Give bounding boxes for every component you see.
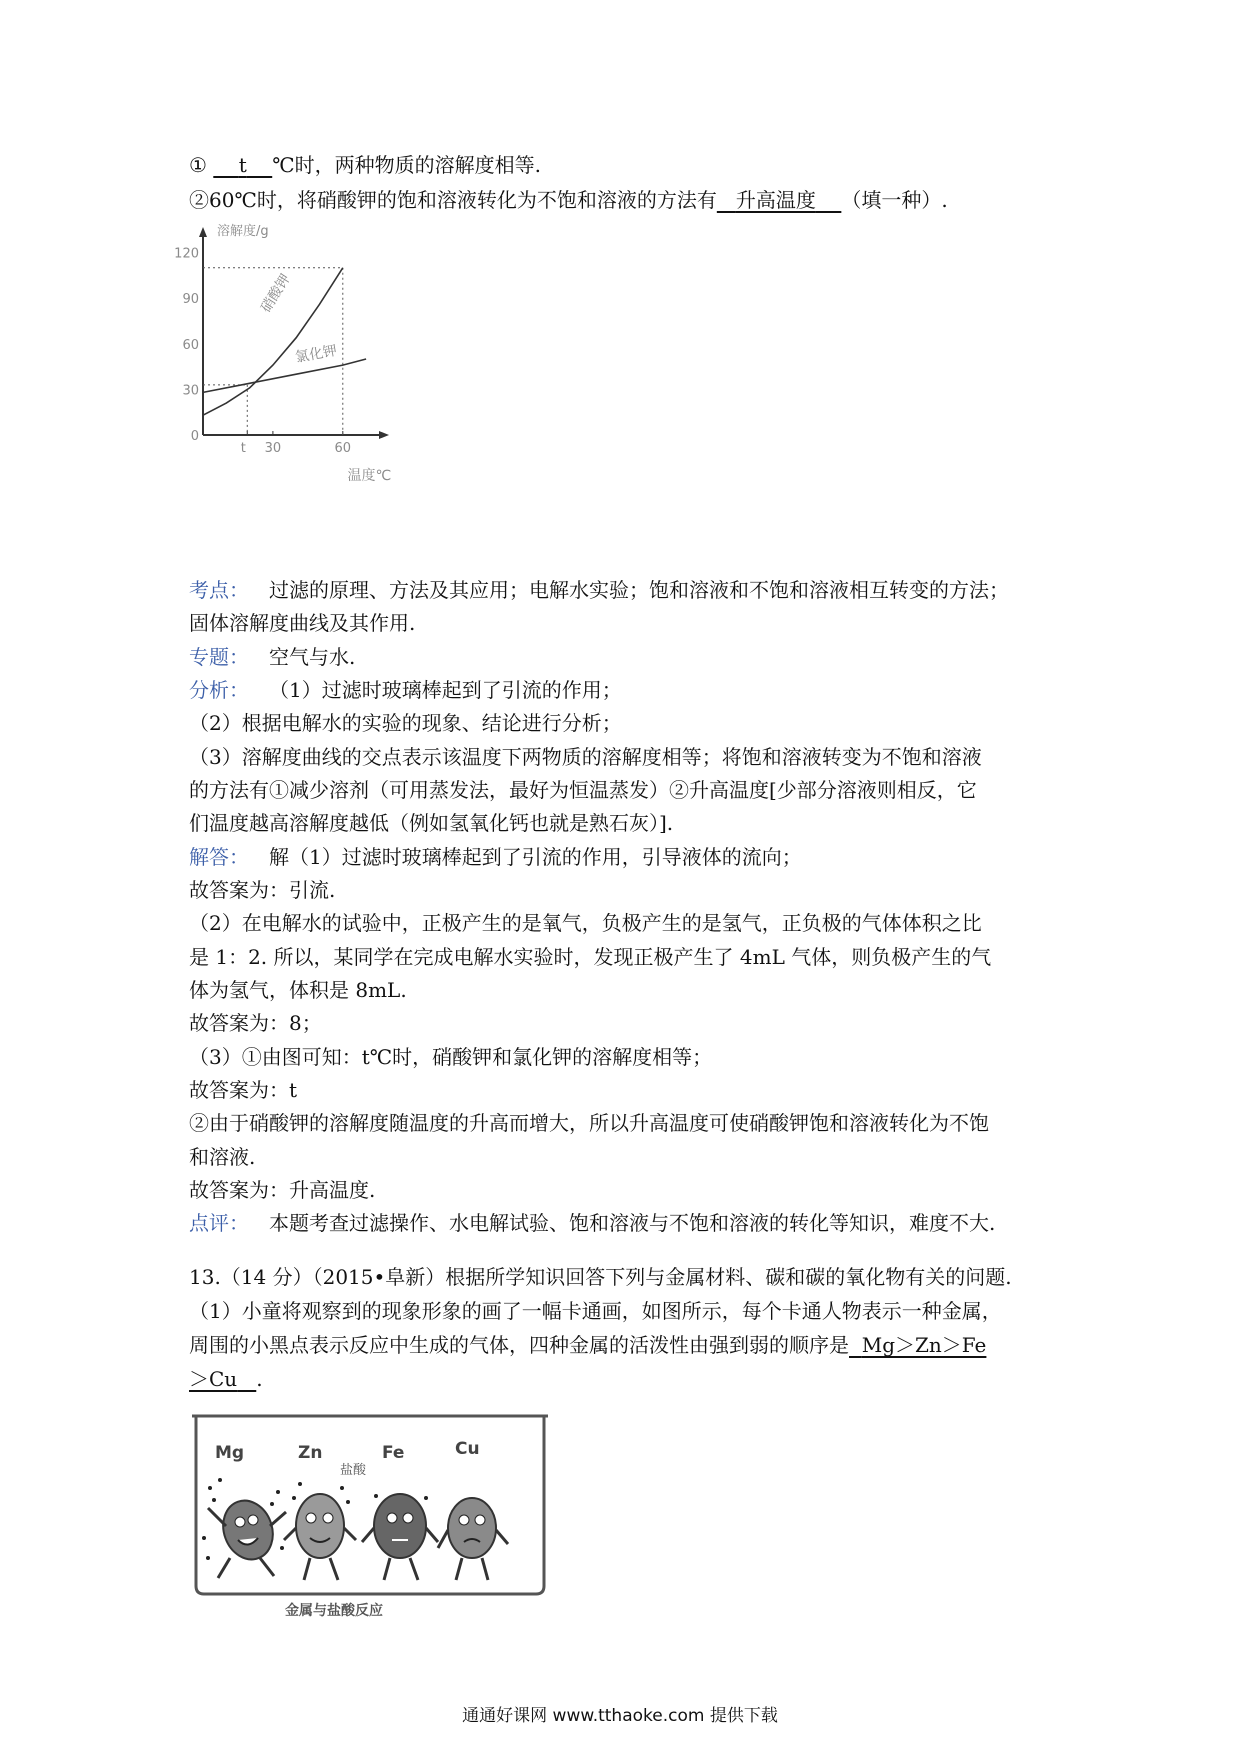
y-tick-label: 120 <box>174 246 199 262</box>
solubility-chart <box>174 224 435 525</box>
answer-blank: 升高温度 <box>735 188 816 212</box>
kaodian-row-2: 固体溶解度曲线及其作用. <box>189 611 416 635</box>
metal-label-cu: Cu <box>455 1439 480 1459</box>
metal-label-mg: Mg <box>215 1443 245 1463</box>
dianping-row: 点评： 本题考查过滤操作、水电解试验、饱和溶液与不饱和溶液的转化等知识，难度不大. <box>189 1208 995 1238</box>
fenxi-label: 分析： <box>189 678 249 702</box>
y-axis-label: 溶解度/g <box>217 224 269 239</box>
x-axis-label: 温度℃ <box>347 468 392 484</box>
kaodian-row: 考点： 过滤的原理、方法及其应用；电解水实验；饱和溶液和不饱和溶液相互转变的方法； <box>189 575 1009 605</box>
page-footer: 通通好课网 www.tthaoke.com 提供下载 <box>462 1706 778 1726</box>
zhuanti-label: 专题： <box>189 645 249 669</box>
fenxi-2: （2）根据电解水的实验的现象、结论进行分析； <box>189 711 622 735</box>
series-label-kcl: 氯化钾 <box>294 342 339 366</box>
metal-label-zn: Zn <box>298 1443 323 1463</box>
q13-p1a: （1）小童将观察到的现象形象的画了一幅卡通画，如图所示，每个卡通人物表示一种金属， <box>189 1299 1002 1323</box>
mg-character <box>202 1478 286 1578</box>
answer-blank: Mg＞Zn＞Fe <box>861 1333 987 1357</box>
q12-line-2: ②60℃时，将硝酸钾的饱和溶液转化为不饱和溶液的方法有 升高温度 （填一种）. <box>189 188 948 212</box>
cu-character <box>438 1498 508 1580</box>
acid-label: 盐酸 <box>340 1463 367 1478</box>
zn-character <box>284 1482 356 1580</box>
q12-line-1: ① t ℃时，两种物质的溶解度相等. <box>189 153 541 177</box>
answer-blank: ＞Cu <box>189 1367 238 1391</box>
jieda-3a: （3）①由图可知：t℃时，硝酸钾和氯化钾的溶解度相等； <box>189 1045 713 1069</box>
metal-acid-figure <box>190 1408 550 1618</box>
jieda-3b1: ②由于硝酸钾的溶解度随温度的升高而增大，所以升高温度可使硝酸钾饱和溶液转化为不饱 <box>189 1111 989 1135</box>
jieda-row: 解答： 解（1）过滤时玻璃棒起到了引流的作用，引导液体的流向； <box>189 842 802 872</box>
fenxi-3c: 们温度越高溶解度越低（例如氢氧化钙也就是熟石灰）]. <box>189 811 674 835</box>
zhuanti-row: 专题： 空气与水. <box>189 642 355 672</box>
answer-3a: 故答案为：t <box>189 1078 298 1102</box>
kaodian-label: 考点： <box>189 578 249 602</box>
dianping-label: 点评： <box>189 1211 249 1235</box>
y-tick-label: 0 <box>190 429 199 444</box>
fenxi-3b: 的方法有①减少溶剂（可用蒸发法，最好为恒温蒸发）②升高温度[少部分溶液则相反，它 <box>189 778 977 802</box>
fenxi-3a: （3）溶解度曲线的交点表示该温度下两物质的溶解度相等；将饱和溶液转变为不饱和溶液 <box>189 745 982 769</box>
x-tick-label: 30 <box>264 441 282 456</box>
jieda-2c: 体为氢气，体积是 8mL. <box>189 978 407 1002</box>
jieda-2b: 是 1：2. 所以，某同学在完成电解水实验时，发现正极产生了 4mL 气体，则负极产生的气 <box>189 945 992 969</box>
metal-label-fe: Fe <box>382 1443 405 1463</box>
q13-stem: 13.（14 分）（2015•阜新）根据所学知识回答下列与金属材料、碳和碳的氧化物有关的问题. <box>189 1265 1012 1289</box>
series-label-kno3: 硝酸钾 <box>258 271 294 316</box>
x-tick-label: 60 <box>334 441 352 456</box>
y-tick-label: 60 <box>182 337 199 353</box>
y-tick-label: 30 <box>182 383 199 399</box>
fenxi-row: 分析： （1）过滤时玻璃棒起到了引流的作用； <box>189 675 622 705</box>
answer-3b: 故答案为：升高温度. <box>189 1178 376 1202</box>
jieda-3b2: 和溶液. <box>189 1145 256 1169</box>
fe-character <box>362 1494 438 1580</box>
answer-1: 故答案为：引流. <box>189 878 336 902</box>
figure-caption: 金属与盐酸反应 <box>285 1603 383 1619</box>
x-tick-label: t <box>240 441 246 456</box>
jieda-2a: （2）在电解水的试验中，正极产生的是氧气，负极产生的是氢气，正负极的气体体积之比 <box>189 911 982 935</box>
answer-2: 故答案为：8； <box>189 1011 322 1035</box>
jieda-label: 解答： <box>189 845 249 869</box>
x-axis-arrow <box>379 431 389 439</box>
y-axis-arrow <box>199 227 207 237</box>
series-line-kcl <box>203 359 366 392</box>
y-tick-label: 90 <box>182 292 199 308</box>
q13-p1b: 周围的小黑点表示反应中生成的气体，四种金属的活泼性由强到弱的顺序是 Mg＞Zn＞Fe <box>189 1333 987 1357</box>
answer-blank: t <box>238 153 247 177</box>
q13-p1c: ＞Cu . <box>189 1367 263 1391</box>
